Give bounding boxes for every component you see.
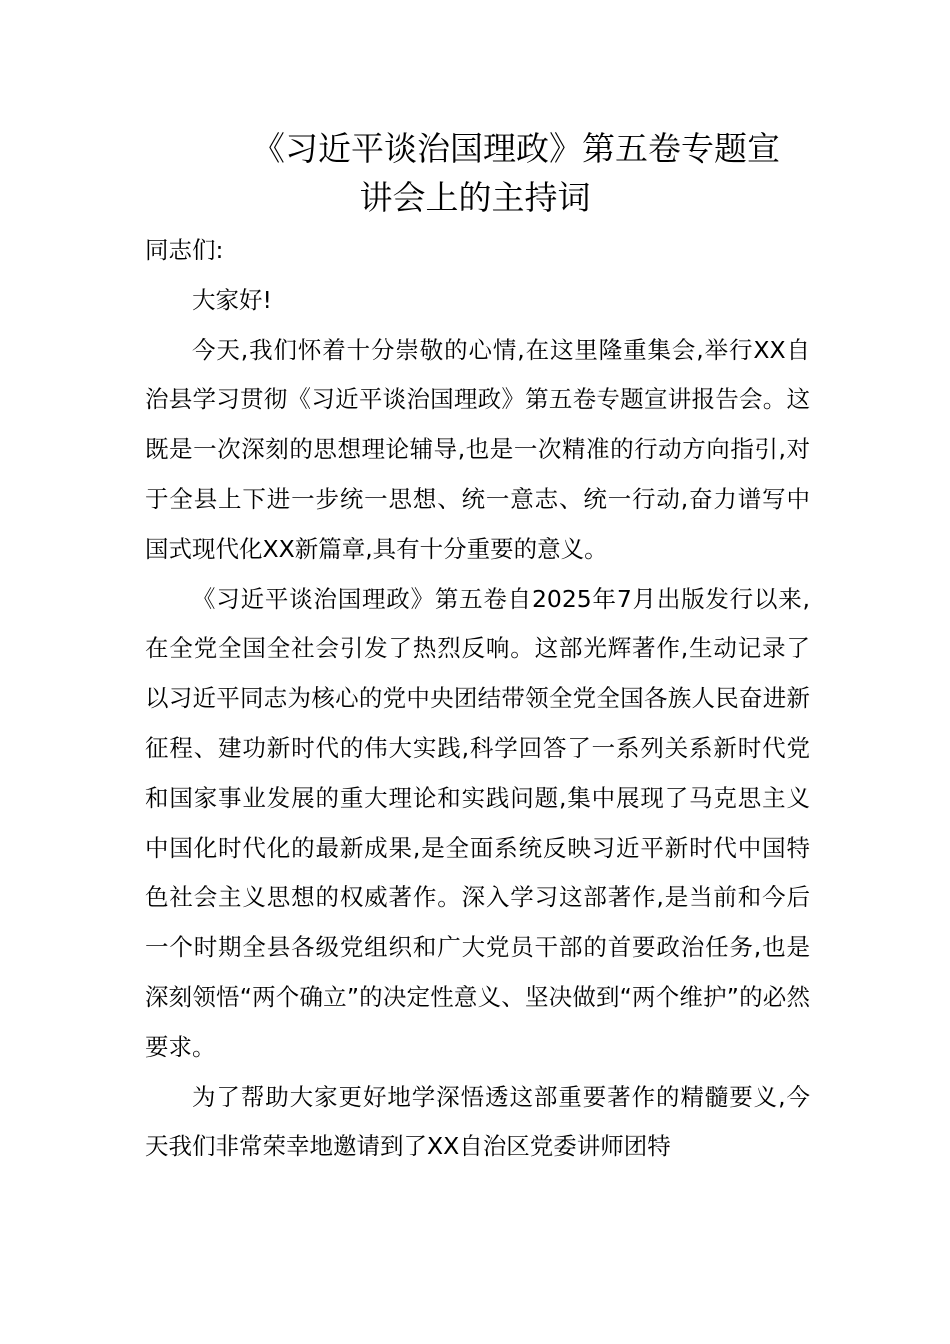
salutation: 同志们: [145,236,224,264]
document-title [145,124,805,222]
paragraph-2: 《习近平谈治国理政》第五卷自2025年7月出版发行以来,在全党全国全社会引发了热烈反响。这部光辉著作,生动记录了以习近平同志为核心的党中央团结带领全党全国各族人民奋进新征程、建功新时代的伟大实践,科学回答了一系列关系新时代党和国家事业发展的重大理论和实践问题,集中展现了马克思主义中国化时代化的最新成果,是全面系统反映习近平新时代中国特色社会主义思想的权威著作。深入学习这部著作,是当前和今后一个时期全县各级党组织和广大党员干部的首要政治任务,也是深刻领悟“两个确立”的决定性意义、坚决做到“两个维护”的必然要求。 [145,584,810,1061]
greeting: 大家好! [192,285,272,314]
paragraph-3: 为了帮助大家更好地学深悟透这部重要著作的精髓要义,今天我们非常荣幸地邀请到了XX自治区党委讲师团特 [145,1082,810,1161]
paragraph-1: 今天,我们怀着十分崇敬的心情,在这里隆重集会,举行XX自治县学习贯彻《习近平谈治国理政》第五卷专题宣讲报告会。这既是一次深刻的思想理论辅导,也是一次精准的行动方向指引,对于全县上下进一步统一思想、统一意志、统一行动,奋力谱写中国式现代化XX新篇章,具有十分重要的意义。 [145,335,810,563]
title-line-1: 《习近平谈治国理政》第五卷专题宣 [252,129,780,168]
document-body [145,226,810,1172]
title-line-2: 讲会上的主持词 [359,178,591,217]
